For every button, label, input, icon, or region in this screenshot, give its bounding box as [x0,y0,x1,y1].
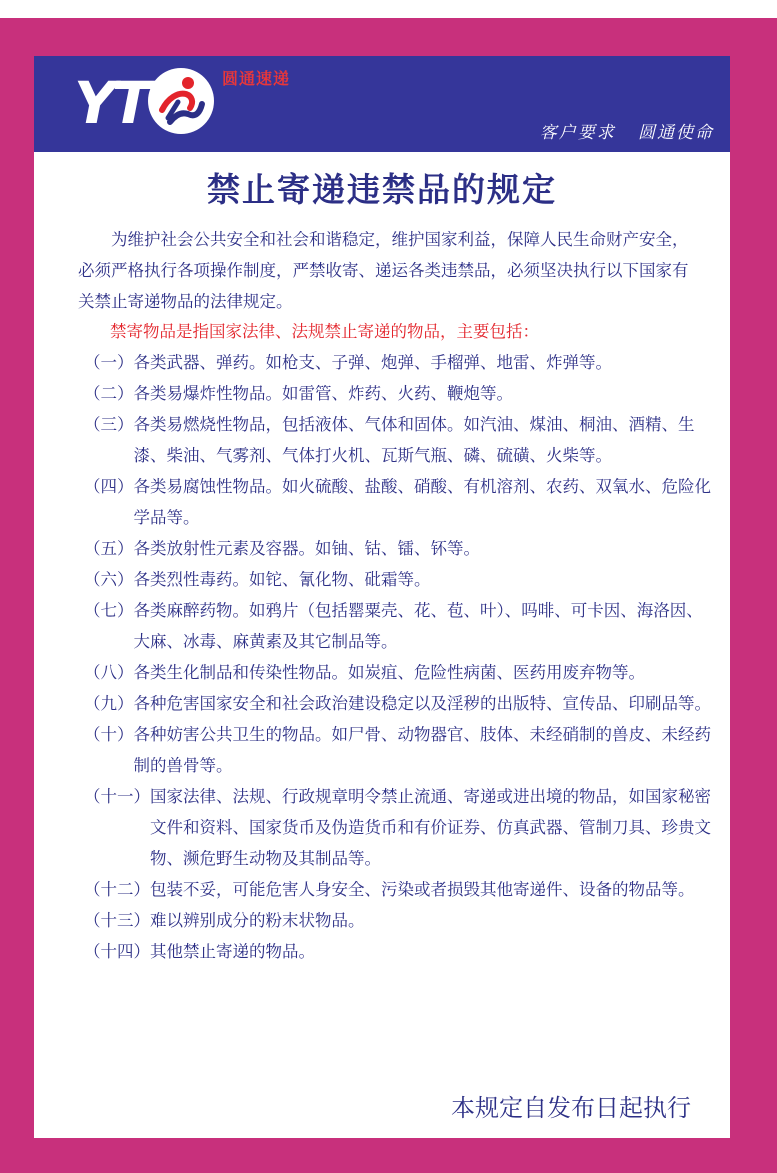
item-text: 各种妨害公共卫生的物品。如尸骨、动物器官、肢体、未经硝制的兽皮、未经药制的兽骨等。 [133,725,711,775]
list-item [84,595,714,657]
item-number: （十三） [84,911,150,930]
list-item [84,533,714,564]
intro-paragraph: 为维护社会公共安全和社会和谐稳定，维护国家利益，保障人民生命财产安全，必须严格执行各项操作制度，严禁收寄、递运各类违禁品，必须坚决执行以下国家有关禁止寄递物品的法律规定。 [78,230,689,311]
item-text: 包装不妥，可能危害人身安全、污染或者损毁其他寄递件、设备的物品等。 [150,880,695,899]
item-text: 各类武器、弹药。如枪支、子弹、炮弹、手榴弹、地雷、炸弹等。 [133,353,612,372]
lead-statement: 禁寄物品是指国家法律、法规禁止寄递的物品，主要包括： [110,322,539,341]
item-text: 各类生化制品和传染性物品。如炭疽、危险性病菌、医药用废弃物等。 [133,663,645,682]
item-number: （五） [84,539,134,558]
item-number: （二） [84,384,134,403]
item-text: 各类易爆炸性物品。如雷管、炸药、火药、鞭炮等。 [133,384,513,403]
item-text: 各类烈性毒药。如铊、氰化物、砒霜等。 [133,570,431,589]
list-item [84,347,714,378]
item-number: （一） [84,353,134,372]
list-item [84,657,714,688]
effective-date-note: 本规定自发布日起执行 [451,1094,691,1122]
header-banner [34,56,730,152]
item-number: （六） [84,570,134,589]
list-item [84,781,714,874]
company-name: 圆通速递 [222,69,291,88]
item-text: 各类放射性元素及容器。如铀、钴、镭、钚等。 [133,539,480,558]
list-item [84,719,714,781]
list-item [84,874,714,905]
list-item [84,471,714,533]
item-number: （十二） [84,880,150,899]
list-item [84,905,714,936]
item-text: 各种危害国家安全和社会政治建设稳定以及淫秽的出版特、宣传品、印刷品等。 [133,694,711,713]
page-title: 禁止寄递违禁品的规定 [207,170,557,209]
item-text: 难以辨别成分的粉末状物品。 [150,911,365,930]
item-text: 各类易腐蚀性物品。如火硫酸、盐酸、硝酸、有机溶剂、农药、双氧水、危险化学品等。 [133,477,711,527]
slogan: 客户要求 圆通使命 [539,123,714,143]
item-number: （三） [84,415,134,434]
running-figure-icon [148,68,214,134]
item-number: （十） [84,725,134,744]
list-item [84,936,714,967]
item-number: （八） [84,663,134,682]
item-text: 各类麻醉药物。如鸦片（包括罂粟壳、花、苞、叶）、吗啡、可卡因、海洛因、大麻、冰毒、麻黄素及其它制品等。 [133,601,703,651]
prohibited-items-list [84,347,714,967]
list-item [84,409,714,471]
logo-text: YT [74,69,148,137]
list-item [84,378,714,409]
item-number: （十一） [84,787,150,806]
item-text: 其他禁止寄递的物品。 [150,942,315,961]
item-text: 各类易燃烧性物品，包括液体、气体和固体。如汽油、煤油、桐油、酒精、生漆、柴油、气雾剂、气体打火机、瓦斯气瓶、磷、硫磺、火柴等。 [133,415,695,465]
list-item [84,564,714,595]
item-text: 国家法律、法规、行政规章明令禁止流通、寄递或进出境的物品，如国家秘密文件和资料、国家货币及伪造货币和有价证券、仿真武器、管制刀具、珍贵文物、濒危野生动物及其制品等。 [150,787,711,868]
item-number: （九） [84,694,134,713]
item-number: （七） [84,601,134,620]
list-item [84,688,714,719]
item-number: （十四） [84,942,150,961]
item-number: （四） [84,477,134,496]
